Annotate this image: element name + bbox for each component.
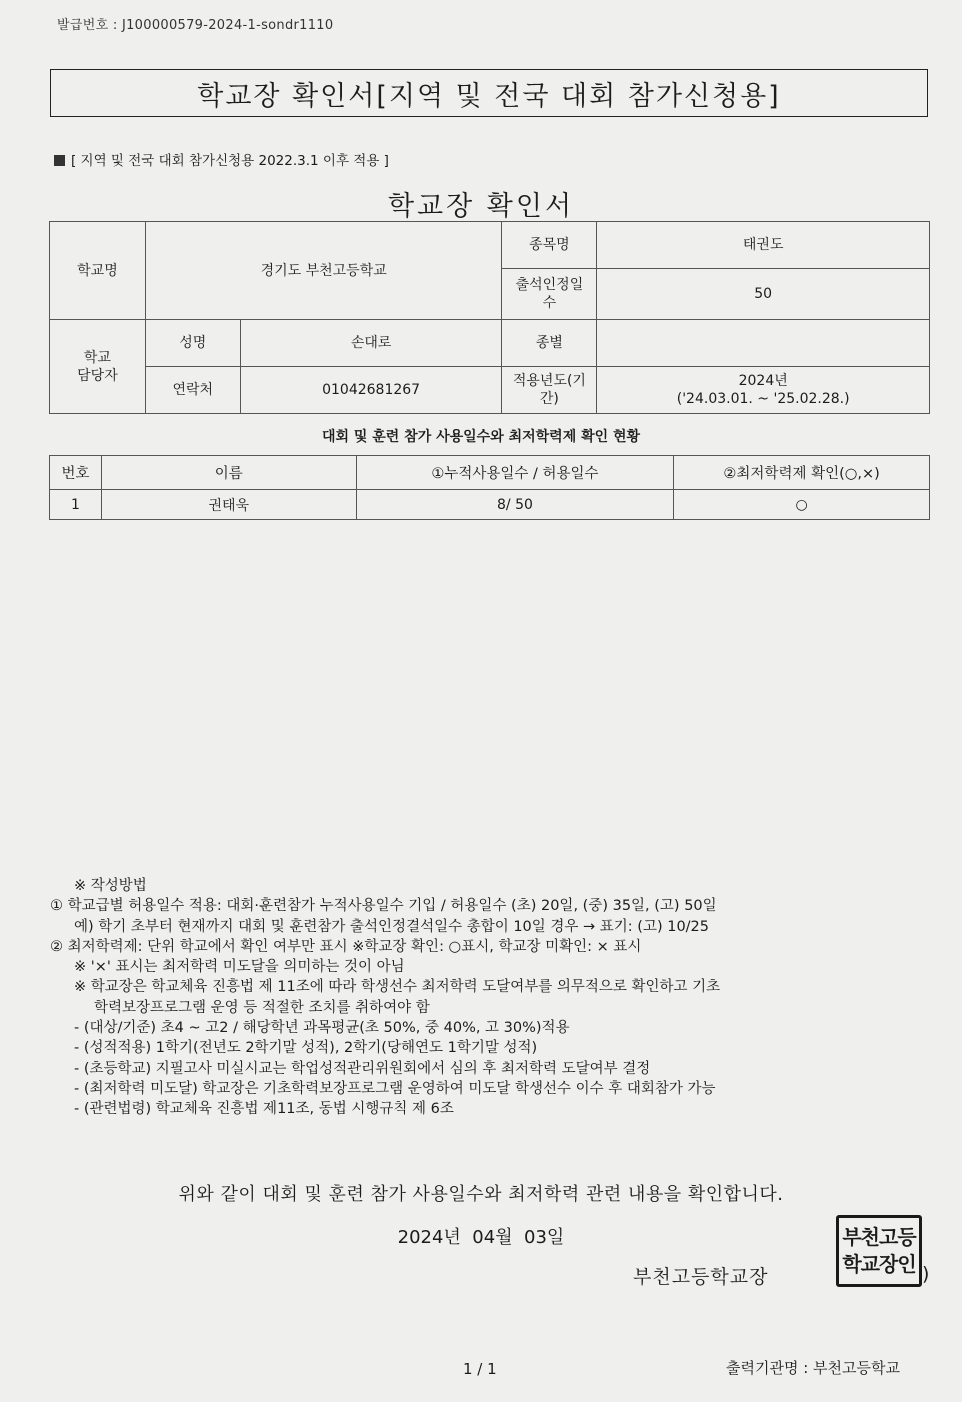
writing-instructions bbox=[50, 876, 930, 1120]
note-line: - (최저학력 미도달) 학교장은 기초학력보장프로그램 운영하여 미도달 학생선수 이수 후 대회참가 가능 bbox=[74, 1080, 716, 1097]
note-line: ① 학교급별 허용일수 적용: 대회·훈련참가 누적사용일수 기입 / 허용일수 (초) 20일, (중) 35일, (고) 50일 bbox=[50, 898, 717, 915]
header-check: ②최저학력제 확인(○,×) bbox=[674, 456, 930, 490]
header-days: ①누적사용일수 / 허용일수 bbox=[356, 456, 674, 490]
issue-number: 발급번호 : J100000579-2024-1-sondr1110 bbox=[57, 18, 334, 33]
subtitle bbox=[54, 149, 389, 169]
note-line: - (성적적용) 1학기(전년도 2학기말 성적), 2학기(당해연도 1학기말 성적) bbox=[74, 1040, 538, 1057]
manager-label: 학교 담당자 bbox=[50, 320, 146, 414]
info-table bbox=[49, 221, 930, 414]
school-value: 경기도 부천고등학교 bbox=[145, 222, 502, 320]
status-title: 대회 및 훈련 참가 사용일수와 최저학력제 확인 현황 bbox=[321, 429, 641, 445]
status-table bbox=[49, 455, 930, 520]
header-name: 이름 bbox=[101, 456, 356, 490]
note-line: - (관련법령) 학교체육 진흥법 제11조, 동법 시행규칙 제 6조 bbox=[74, 1101, 454, 1118]
notes-heading: ※ 작성방법 bbox=[74, 878, 147, 894]
square-bullet-icon bbox=[54, 155, 65, 166]
page-number: 1 / 1 bbox=[463, 1360, 497, 1378]
type-label: 종별 bbox=[502, 320, 597, 367]
attendance-value: 50 bbox=[597, 269, 930, 320]
sport-label: 종목명 bbox=[502, 222, 597, 269]
printer-info: 출력기관명 : 부천고등학교 bbox=[726, 1359, 900, 1377]
row-name: 권태욱 bbox=[101, 490, 356, 520]
note-line: - (대상/기준) 초4 ~ 고2 / 해당학년 과목평균(초 50%, 중 40%, 고 30%)적용 bbox=[74, 1020, 570, 1037]
note-line: ※ '×' 표시는 최저학력 미도달을 의미하는 것이 아님 bbox=[74, 959, 405, 976]
row-number: 1 bbox=[50, 490, 102, 520]
form-title: 학교장 확인서 bbox=[387, 191, 575, 222]
year-cell bbox=[597, 367, 930, 414]
header-number: 번호 bbox=[50, 456, 102, 490]
period-value: ('24.03.01. ~ '25.02.28.) bbox=[676, 391, 850, 407]
confirmation-statement: 위와 같이 대회 및 훈련 참가 사용일수와 최저학력 관련 내용을 확인합니다. bbox=[178, 1184, 784, 1205]
issue-date: 2024년 04월 03일 bbox=[397, 1227, 565, 1248]
attendance-label: 출석인정일수 bbox=[502, 269, 597, 320]
note-line: - (초등학교) 지필고사 미실시교는 학업성적관리위원회에서 심의 후 최저학력 도달여부 결정 bbox=[74, 1060, 651, 1077]
principal-title: 부천고등학교장 bbox=[633, 1266, 769, 1288]
contact-label: 연락처 bbox=[145, 367, 240, 414]
year-value: 2024년 bbox=[738, 373, 788, 389]
row-check: ○ bbox=[674, 490, 930, 520]
seal-line-1: 부천고등 bbox=[842, 1225, 916, 1249]
note-line: ※ 학교장은 학교체육 진흥법 제 11조에 따라 학생선수 최저학력 도달여부를 의무적으로 확인하고 기초 bbox=[74, 979, 721, 996]
official-seal bbox=[836, 1215, 922, 1287]
school-label: 학교명 bbox=[50, 222, 146, 320]
year-label: 적용년도(기간) bbox=[502, 367, 597, 414]
contact-value: 01042681267 bbox=[240, 367, 502, 414]
row-days: 8/ 50 bbox=[356, 490, 674, 520]
name-label: 성명 bbox=[145, 320, 240, 367]
name-value: 손대로 bbox=[240, 320, 502, 367]
note-line: ② 최저학력제: 단위 학교에서 확인 여부만 표시 ※학교장 확인: ○표시, 학교장 미확인: × 표시 bbox=[50, 938, 642, 955]
type-value bbox=[597, 320, 930, 367]
note-line: 예) 학기 초부터 현재까지 대회 및 훈련참가 출석인정결석일수 총합이 10일 경우 → 표기: (고) 10/25 bbox=[74, 918, 710, 935]
document-title: 학교장 확인서[지역 및 전국 대회 참가신청용] bbox=[50, 69, 928, 117]
sport-value: 태권도 bbox=[597, 222, 930, 269]
closing-paren: ) bbox=[922, 1263, 930, 1285]
seal-line-2: 학교장인 bbox=[842, 1252, 916, 1276]
subtitle-text: [ 지역 및 전국 대회 참가신청용 2022.3.1 이후 적용 ] bbox=[71, 153, 389, 169]
note-line: 학력보장프로그램 운영 등 적절한 조치를 취하여야 함 bbox=[94, 999, 430, 1016]
table-row bbox=[50, 490, 930, 520]
